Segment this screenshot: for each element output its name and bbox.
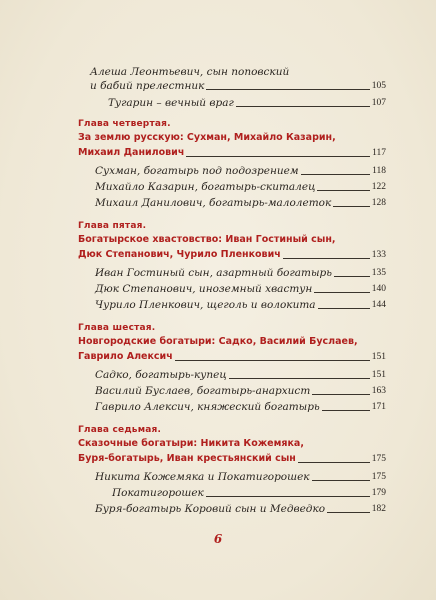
toc-entry — [95, 298, 386, 312]
toc-entry-text: и бабий прелестник — [90, 80, 205, 92]
chapter-title: Сказочные богатыри: Никита Кожемяка, — [78, 438, 304, 449]
dot-leader — [322, 409, 370, 411]
chapter-title-entry — [78, 452, 386, 466]
toc-entry — [95, 196, 386, 210]
page-number: 117 — [372, 148, 386, 158]
page-number: 105 — [371, 81, 386, 91]
chapter-title: За землю русскую: Сухман, Михайло Казарин, — [78, 132, 336, 143]
page-number: 135 — [371, 268, 386, 278]
page-number: 151 — [371, 352, 386, 362]
dot-leader — [317, 189, 369, 191]
chapter-title-entry — [78, 146, 386, 160]
dot-leader — [229, 377, 370, 379]
toc-entry-text: Чурило Пленкович, щеголь и волокита — [95, 299, 316, 311]
toc-entry-text: Дюк Степанович, иноземный хвастун — [95, 283, 313, 295]
page-number: 151 — [371, 370, 386, 380]
page-folio: 6 — [213, 532, 223, 546]
chapter-title: Буря-богатырь, Иван крестьянский сын — [78, 453, 296, 464]
chapter-title: Михаил Данилович — [78, 147, 185, 158]
toc-entry-text: Никита Кожемяка и Покатигорошек — [95, 471, 310, 483]
chapter-label: Глава четвертая. — [78, 119, 171, 129]
dot-leader — [312, 393, 369, 395]
toc-entry-text: Садко, богатырь-купец — [95, 369, 227, 381]
dot-leader — [298, 461, 370, 463]
toc-entry-text: Покатигорошек — [112, 487, 204, 499]
page-number: 163 — [371, 386, 386, 396]
toc-entry-text: Буря-богатырь Коровий сын и Медведко — [95, 503, 326, 515]
chapter-title-entry — [78, 350, 386, 364]
page-number: 140 — [371, 284, 386, 294]
page-number: 175 — [371, 454, 386, 464]
page-number: 133 — [371, 250, 386, 260]
toc-entry-text: Гаврило Алексич, княжеский богатырь — [95, 401, 320, 413]
toc-entry-text: Иван Гостиный сын, азартный богатырь — [95, 267, 332, 279]
toc-entry — [95, 470, 386, 484]
toc-entry — [95, 400, 386, 414]
dot-leader — [283, 257, 370, 259]
toc-entry-text: Сухман, богатырь под подозрением — [95, 165, 299, 177]
toc-entry — [95, 282, 386, 296]
toc-entry-text: Михайло Казарин, богатырь-скиталец — [95, 181, 316, 193]
dot-leader — [334, 275, 370, 277]
dot-leader — [236, 105, 370, 107]
chapter-title-entry — [78, 248, 386, 262]
dot-leader — [314, 291, 369, 293]
dot-leader — [327, 511, 370, 513]
dot-leader — [206, 495, 370, 497]
chapter-title: Гаврило Алексич — [78, 351, 173, 362]
page-number: 171 — [371, 402, 386, 412]
page-number: 179 — [371, 488, 386, 498]
chapter-title: Дюк Степанович, Чурило Пленкович — [78, 249, 281, 260]
chapter-title: Новгородские богатыри: Садко, Василий Буслаев, — [78, 336, 358, 347]
toc-entry-text: Василий Буслаев, богатырь-анархист — [95, 385, 311, 397]
page-number: 107 — [371, 98, 386, 108]
dot-leader — [312, 479, 370, 481]
toc-entry — [90, 79, 386, 93]
toc-entry — [112, 486, 386, 500]
toc-entry — [95, 384, 386, 398]
toc-entry-text: Михаил Данилович, богатырь-малолеток — [95, 197, 332, 209]
toc-entry — [108, 96, 386, 110]
page-number: 128 — [371, 198, 386, 208]
toc-entry — [95, 164, 386, 178]
chapter-label: Глава пятая. — [78, 221, 147, 231]
chapter-label: Глава седьмая. — [78, 425, 162, 435]
toc-entry — [95, 266, 386, 280]
page-number: 144 — [371, 300, 386, 310]
dot-leader — [301, 173, 371, 175]
toc-entry-text: Алеша Леонтьевич, сын поповский — [90, 66, 290, 78]
page-number: 122 — [371, 182, 386, 192]
page-number: 175 — [371, 472, 386, 482]
chapter-label: Глава шестая. — [78, 323, 156, 333]
page-number: 182 — [371, 504, 386, 514]
toc-entry — [95, 368, 386, 382]
dot-leader — [333, 205, 369, 207]
page-number: 118 — [372, 166, 386, 176]
dot-leader — [186, 155, 370, 157]
dot-leader — [206, 88, 369, 90]
toc-entry — [95, 502, 386, 516]
dot-leader — [318, 307, 370, 309]
toc-entry-text: Тугарин – вечный враг — [108, 97, 234, 109]
toc-entry — [95, 180, 386, 194]
dot-leader — [175, 359, 370, 361]
chapter-title: Богатырское хвастовство: Иван Гостиный сын, — [78, 234, 336, 245]
